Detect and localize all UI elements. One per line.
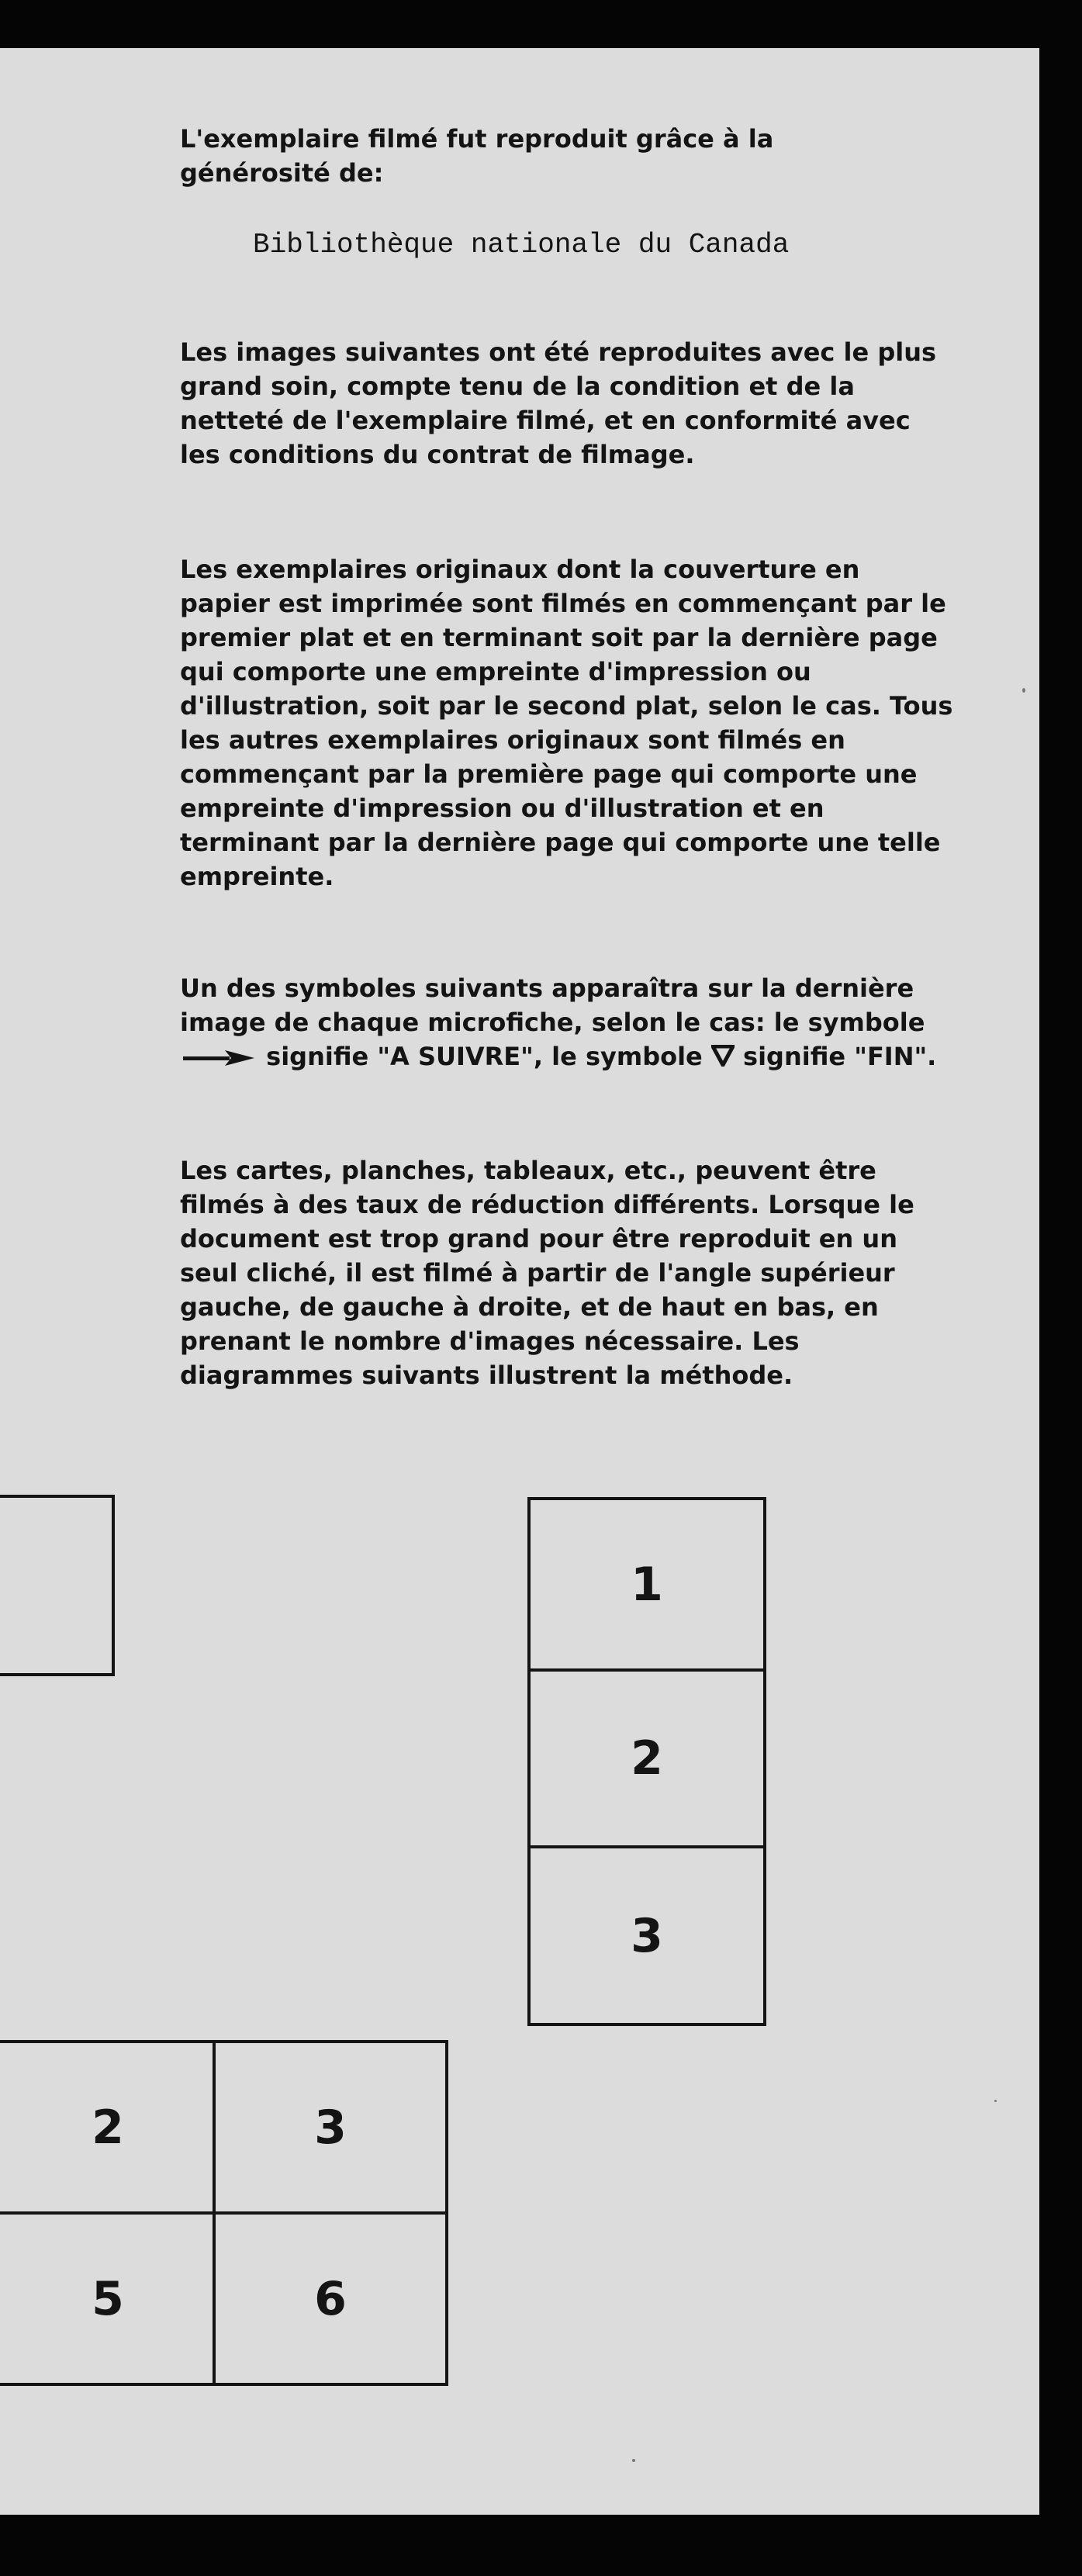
- heading: L'exemplaire filmé fut reproduit grâce à la générosité de:: [180, 124, 774, 188]
- grid-cell-5: [0, 2211, 216, 2386]
- triangle-down-icon: [711, 1045, 735, 1067]
- grid-cell-6: [213, 2211, 448, 2386]
- grid-cell-3: [213, 2040, 448, 2215]
- grid-number: 3: [314, 2100, 347, 2155]
- column-box-2: [527, 1668, 766, 1848]
- column-number: 1: [631, 1557, 663, 1612]
- paragraph-originals: Les exemplaires originaux dont la couverture en papier est imprimée sont filmés en commençant par le premier plat et en terminant soit par la dernière page qui comporte une empreinte d'impression ou d'illustration, soit par le second plat, selon le cas. Tous les autres exemplaires originaux sont filmés en commençant par la première page qui comporte une empreinte d'impression ou d'illustration et en terminant par la dernière page qui comporte une telle empreinte.: [180, 555, 953, 891]
- paragraph-conditions: Les images suivantes ont été reproduites avec le plus grand soin, compte tenu de la condition et de la netteté de l'exemplaire filmé, et en conformité avec les conditions du contrat de filmage.: [180, 337, 937, 469]
- paper-page: [0, 48, 1039, 2515]
- paragraph-method: Les cartes, planches, tableaux, etc., peuvent être filmés à des taux de réduction différents. Lorsque le document est trop grand pour être reproduit en un seul cliché, il est filmé à partir de l'angle supérieur gauche, de gauche à droite, et de haut en bas, en prenant le nombre d'images nécessaire. Les diagrammes suivants illustrent la méthode.: [180, 1156, 914, 1390]
- paragraph-symbols: [180, 971, 956, 1074]
- scan-speck: [1022, 688, 1025, 693]
- column-box-3: [527, 1845, 766, 2026]
- grid-number: 5: [92, 2271, 124, 2326]
- symbols-text-end: signifie "FIN".: [743, 1042, 937, 1071]
- scan-speck: [994, 2100, 997, 2102]
- arrow-right-icon: [180, 1049, 258, 1067]
- symbols-text-middle: signifie "A SUIVRE", le symbole: [266, 1042, 703, 1071]
- diagram-partial-box: [0, 1495, 115, 1676]
- column-number: 3: [631, 1908, 663, 1963]
- column-number: 2: [631, 1731, 663, 1786]
- column-box-1: [527, 1497, 766, 1672]
- grid-number: 2: [92, 2100, 124, 2155]
- grid-cell-2: [0, 2040, 216, 2215]
- grid-number: 6: [314, 2271, 347, 2326]
- library-name: Bibliothèque nationale du Canada: [253, 229, 790, 261]
- symbols-text-start: Un des symboles suivants apparaîtra sur la dernière image de chaque microfiche, selon le cas: le symbole: [180, 973, 925, 1037]
- scan-speck: [632, 2459, 635, 2462]
